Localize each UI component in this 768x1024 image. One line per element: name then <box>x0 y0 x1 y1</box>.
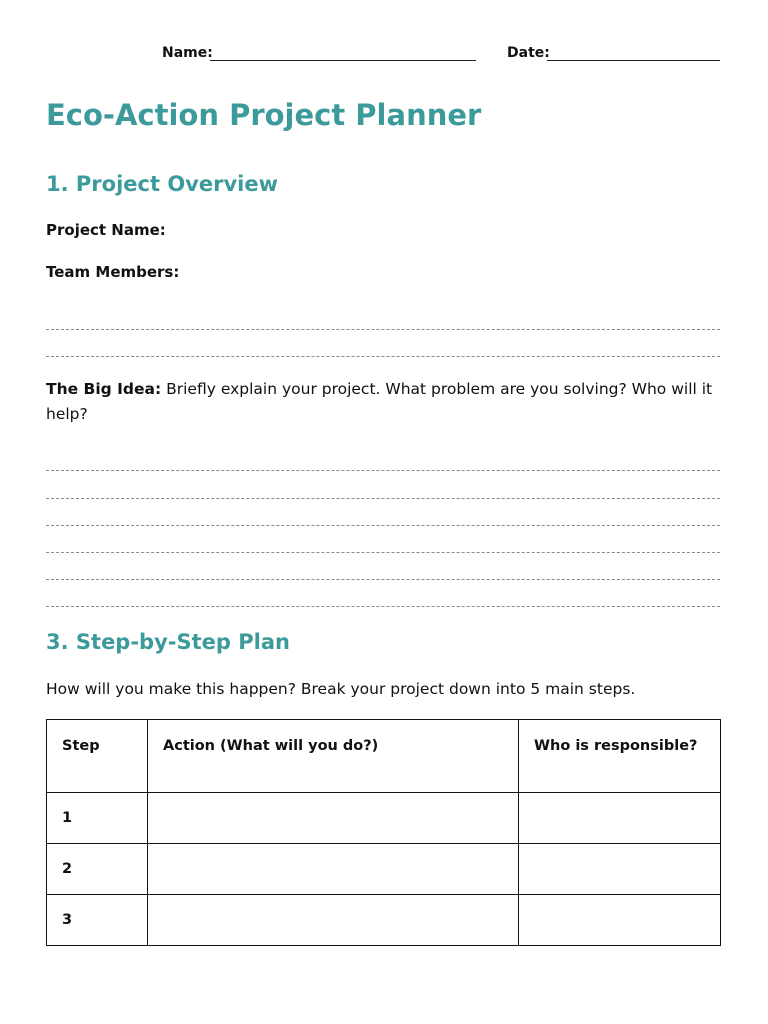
step-number-cell: 1 <box>47 793 148 844</box>
name-field-line[interactable] <box>210 60 476 61</box>
table-row <box>47 844 721 895</box>
header-row <box>0 44 768 64</box>
name-label: Name: <box>162 45 213 61</box>
big-idea-line-5[interactable] <box>46 579 720 580</box>
big-idea-label: The Big Idea: <box>46 380 162 398</box>
column-header-step: Step <box>47 720 148 793</box>
date-label: Date: <box>507 45 550 61</box>
column-header-responsible: Who is responsible? <box>519 720 721 793</box>
responsible-cell[interactable] <box>519 793 721 844</box>
step-number-cell: 2 <box>47 844 148 895</box>
big-idea-line-3[interactable] <box>46 525 720 526</box>
team-members-line-2[interactable] <box>46 356 720 357</box>
step-number-cell: 3 <box>47 895 148 946</box>
table-row <box>47 793 721 844</box>
big-idea-prompt <box>46 377 720 427</box>
date-field-line[interactable] <box>547 60 720 61</box>
big-idea-line-6[interactable] <box>46 606 720 607</box>
responsible-cell[interactable] <box>519 895 721 946</box>
action-cell[interactable] <box>148 844 519 895</box>
table-header-row <box>47 720 721 793</box>
big-idea-line-4[interactable] <box>46 552 720 553</box>
team-members-line-1[interactable] <box>46 329 720 330</box>
big-idea-line-1[interactable] <box>46 470 720 471</box>
big-idea-text: Briefly explain your project. What problem are you solving? Who will it help? <box>46 380 713 423</box>
responsible-cell[interactable] <box>519 844 721 895</box>
section-heading-project-overview: 1. Project Overview <box>46 172 278 196</box>
column-header-action: Action (What will you do?) <box>148 720 519 793</box>
big-idea-line-2[interactable] <box>46 498 720 499</box>
project-name-label: Project Name: <box>46 221 166 239</box>
team-members-label: Team Members: <box>46 263 180 281</box>
step-plan-table <box>46 719 721 946</box>
section-heading-step-by-step-plan: 3. Step-by-Step Plan <box>46 630 290 654</box>
page-title: Eco-Action Project Planner <box>46 98 482 132</box>
plan-intro-text: How will you make this happen? Break your project down into 5 main steps. <box>46 680 636 698</box>
action-cell[interactable] <box>148 895 519 946</box>
action-cell[interactable] <box>148 793 519 844</box>
table-row <box>47 895 721 946</box>
